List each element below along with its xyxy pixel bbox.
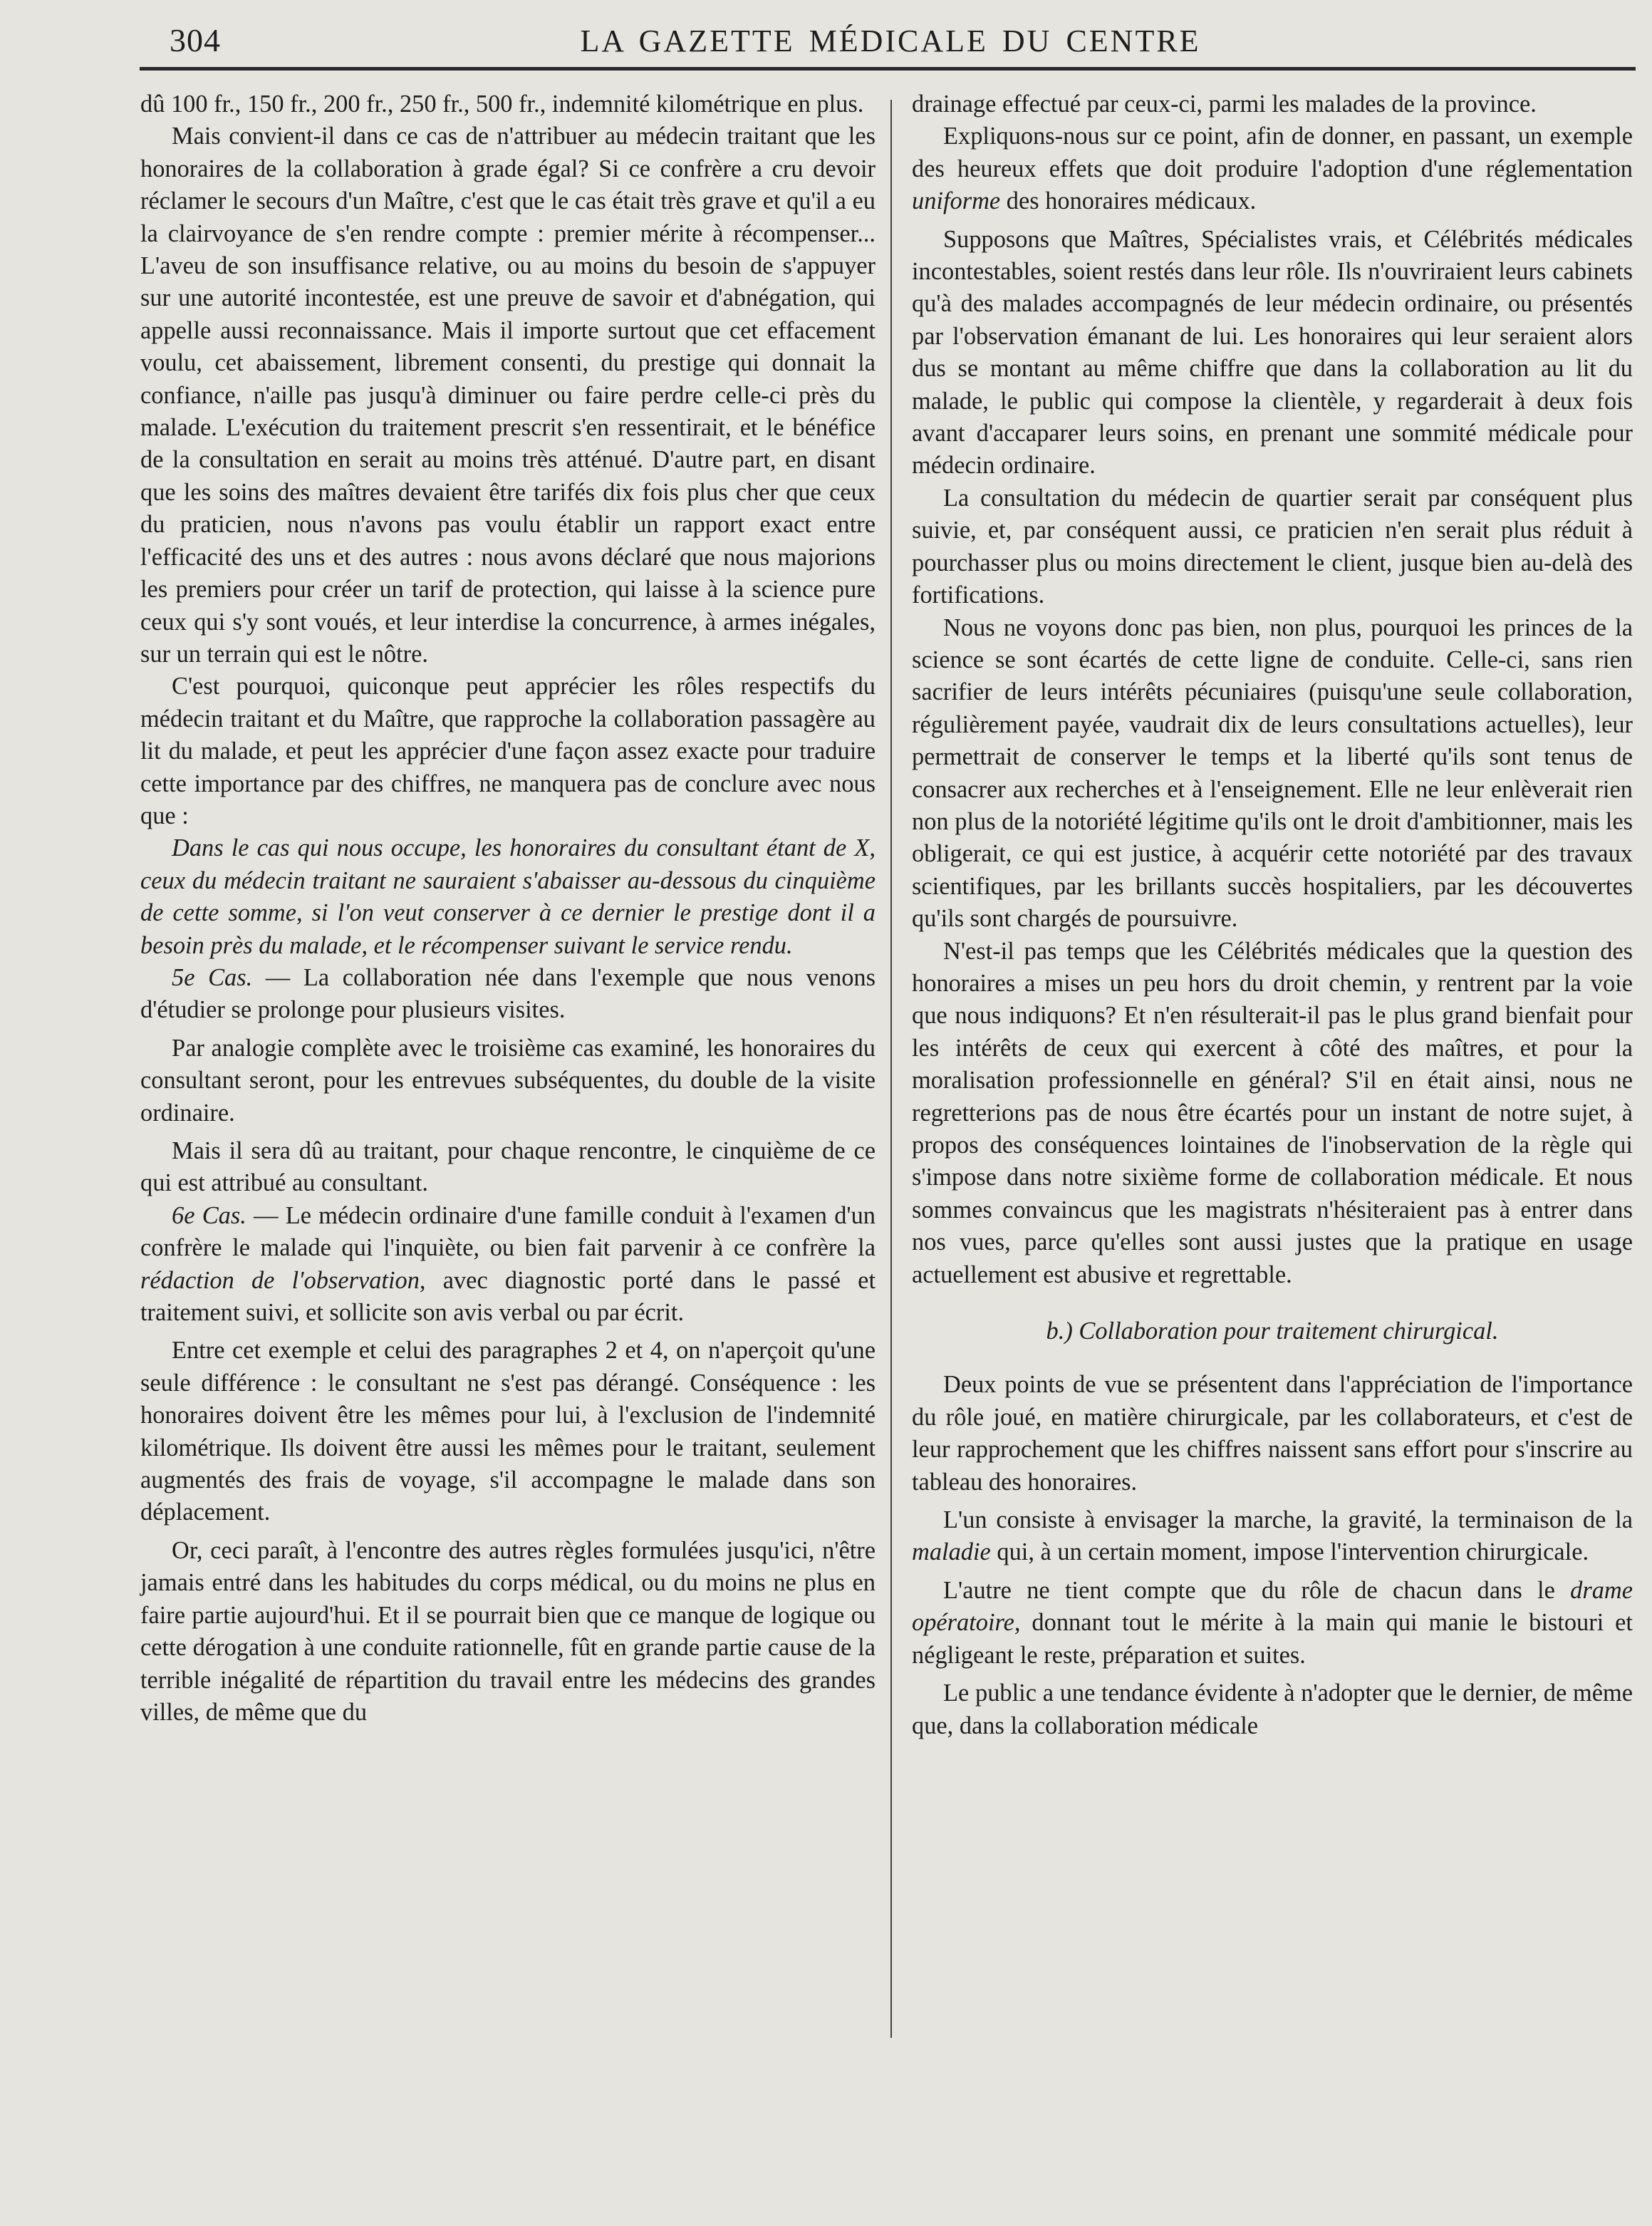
text-run: qui, à un certain moment, impose l'intervention chirurgicale. (990, 1538, 1589, 1566)
running-title: LA GAZETTE MÉDICALE DU CENTRE (580, 24, 1201, 58)
paragraph: Nous ne voyons donc pas bien, non plus, pourquoi les princes de la science se sont écartés de cette ligne de conduite. Celle-ci, sans rien sacrifier de leurs intérêts pécuniaires (puisqu'une seule collaboration, régulièrement payée, vaudrait dix de leurs consultations actuelles), leur permettrait de conserver le temps et la liberté qu'ils sont tenus de consacrer aux recherches et à l'enseignement. Elle ne leur enlèverait rien non plus de la notoriété légitime qu'ils ont le droit d'ambitionner, mais les obligerait, ce qui est justice, à acquérir cette notoriété par des travaux scientifiques, par les brillants succès hospitaliers, par les découvertes qu'ils sont chargés de poursuivre. (912, 614, 1633, 933)
paragraph-case-6 (140, 1200, 876, 1330)
paragraph (912, 1575, 1633, 1672)
left-column (140, 88, 876, 1729)
text-run: donnant tout le mérite à la main qui manie le bistouri et négligeant le reste, préparation et suites. (912, 1609, 1633, 1669)
case-text: — La collaboration née dans l'exemple que nous venons d'étudier se prolonge pour plusieurs visites. (140, 963, 876, 1024)
paragraph: Le public a une tendance évidente à n'adopter que le dernier, de même que, dans la collaboration médicale (912, 1679, 1633, 1739)
page-number: 304 (170, 22, 221, 58)
paragraph: drainage effectué par ceux-ci, parmi les malades de la province. (912, 90, 1537, 118)
emphasis: drame opératoire, (912, 1576, 1633, 1637)
text-run: Expliquons-nous sur ce point, afin de donner, en passant, un exemple des heureux effets que doit produire l'adoption d'une réglementation (912, 123, 1633, 182)
section-heading (912, 1315, 1633, 1347)
emphasis: maladie (912, 1538, 991, 1566)
text-run: L'autre ne tient compte que du rôle de chacun dans le (943, 1576, 1571, 1604)
paragraph: Entre cet exemple et celui des paragraphes 2 et 4, on n'aperçoit qu'une seule différence : le consultant ne s'est pas dérangé. Conséquence : les honoraires doivent être les mêmes pour lui, à l'exclusion de l'indemnité kilométrique. Ils doivent être aussi les mêmes pour le traitant, seulement augmentés des frais de voyage, s'il accompagne le malade dans son déplacement. (140, 1337, 876, 1526)
page-header (142, 16, 1638, 66)
case-label: 6e Cas. (172, 1201, 246, 1229)
paragraph: Par analogie complète avec le troisième cas examiné, les honoraires du consultant seront, pour les entrevues subséquentes, du double de la visite ordinaire. (140, 1034, 876, 1127)
text-run: L'un consiste à envisager la marche, la gravité, la terminaison de la (943, 1506, 1633, 1534)
case-text: — Le médecin ordinaire d'une famille conduit à l'examen d'un confrère le malade qui l'inquiète, ou bien fait parvenir à ce confrère la (140, 1201, 876, 1262)
column-divider (890, 100, 892, 2038)
paragraph: dû 100 fr., 150 fr., 200 fr., 250 fr., 500 fr., indemnité kilométrique en plus. (140, 90, 864, 118)
paragraph: Deux points de vue se présentent dans l'appréciation de l'importance du rôle joué, en matière chirurgicale, par les collaborateurs, et c'est de leur rapprochement que les chiffres naissent sans effort pour s'inscrire au tableau des honoraires. (912, 1371, 1633, 1496)
paragraph (912, 120, 1633, 217)
italic-conclusion: Dans le cas qui nous occupe, les honoraires du consultant étant de X, ceux du médecin traitant ne sauraient s'abaisser au-dessous du cinquième de cette somme, si l'on veut conserver à ce dernier le prestige dont il a besoin près du malade, et le récompenser suivant le service rendu. (140, 834, 876, 959)
paragraph: Or, ceci paraît, à l'encontre des autres règles formulées jusqu'ici, n'être jamais entré dans les habitudes du corps médical, ou du moins ne plus en faire partie aujourd'hui. Et il se pourrait bien que ce manque de logique ou cette dérogation à une conduite rationnelle, fût en grande partie cause de la terrible inégalité de répartition du travail entre les médecins des grandes villes, de même que du (140, 1536, 876, 1726)
paragraph: La consultation du médecin de quartier serait par conséquent plus suivie, et, par conséquent aussi, ce praticien n'en serait plus réduit à pourchasser plus ou moins directement le client, jusque bien au-delà des fortifications. (912, 484, 1633, 609)
section-heading-text: b.) Collaboration pour traitement chirurgical. (1046, 1318, 1499, 1345)
paragraph: Mais convient-il dans ce cas de n'attribuer au médecin traitant que les honoraires de la collaboration à grade égal? Si ce confrère a cru devoir réclamer le secours d'un Maître, c'est que le cas était très grave et qu'il a eu la clairvoyance de s'en rendre compte : premier mérite à récompenser... L'aveu de son insuffisance relative, ou au moins du besoin de s'appuyer sur une autorité incontestée, est une preuve de savoir et d'abnégation, qui appelle aussi reconnaissance. Mais il importe surtout que cet effacement voulu, cet abaissement, librement consenti, du prestige qui donnait la confiance, n'aille pas jusqu'à diminuer ou faire perdre celle-ci près du malade. L'exécution du traitement prescrit s'en ressentirait, et le bénéfice de la consultation en serait au moins très atténué. D'autre part, en disant que les soins des maîtres devaient être tarifés dix fois plus cher que ceux du praticien, nous n'avons pas voulu établir un rapport exact entre l'efficacité des uns et des autres : nous avons déclaré que nous majorions les premiers pour créer un tarif de protection, qui laisse à la science pure ceux qui s'y sont voués, et leur interdise la concurrence, à armes inégales, sur un terrain qui est le nôtre. (140, 123, 876, 668)
paragraph-case-5 (140, 962, 876, 1027)
paragraph: C'est pourquoi, quiconque peut apprécier les rôles respectifs du médecin traitant et du Maître, que rapproche la collaboration passagère au lit du malade, et peut les apprécier d'une façon assez exacte pour traduire cette importance par des chiffres, ne manquera pas de conclure avec nous que : (140, 673, 876, 829)
right-column (912, 88, 1633, 1742)
emphasis: rédaction de l'observation, (140, 1266, 426, 1294)
paragraph: N'est-il pas temps que les Célébrités médicales que la question des honoraires a mises un peu hors du droit chemin, y rentrent par la voie que nous indiquons? Et n'en résulterait-il pas le plus grand bienfait pour les intérêts de ceux qui exercent à côté des maîtres, et pour la moralisation professionnelle en général? S'il en était ainsi, nous ne regretterions pas de nous être écartés pour un instant de notre sujet, à propos des conséquences lointaines de l'inobservation de la règle qui s'impose dans notre sixième forme de collaboration médicale. Et nous sommes convaincus que les magistrats n'hésiteraient pas à entrer dans nos vues, parce qu'elles sont aussi justes que la pratique en usage actuellement est abusive et regrettable. (912, 937, 1633, 1288)
paragraph: Supposons que Maîtres, Spécialistes vrais, et Célébrités médicales incontestables, soient restés dans leur rôle. Ils n'ouvriraient leurs cabinets qu'à des malades accompagnés de leur médecin ordinaire, ou présentés par l'observation émanant de lui. Les honoraires qui leur seraient alors dus se montant au même chiffre que dans la collaboration au lit du malade, le public qui compose la clientèle, y regarderait à deux fois avant d'accaparer leurs soins, en prenant une sommité médicale pour médecin ordinaire. (912, 225, 1633, 480)
text-run: des honoraires médicaux. (1000, 187, 1257, 215)
case-text: avec diagnostic porté dans le passé et traitement suivi, et sollicite son avis verbal ou par écrit. (140, 1266, 876, 1327)
header-rule (140, 67, 1636, 71)
case-label: 5e Cas. (172, 963, 253, 991)
paragraph (912, 1504, 1633, 1569)
emphasis: uniforme (912, 187, 1001, 215)
paragraph: Mais il sera dû au traitant, pour chaque rencontre, le cinquième de ce qui est attribué au consultant. (140, 1137, 876, 1197)
